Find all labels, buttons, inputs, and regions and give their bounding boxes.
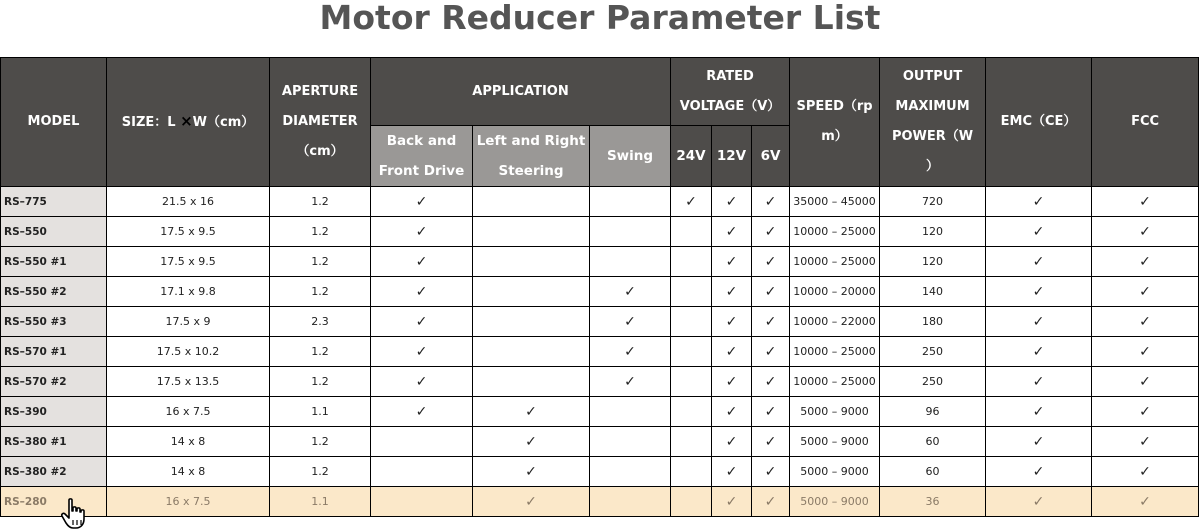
cell-left-right-steering: ✓ (473, 427, 590, 457)
header-swing: Swing (590, 126, 671, 187)
cell-back-front-drive: ✓ (371, 337, 473, 367)
header-size-prefix: SIZE：L (121, 115, 181, 130)
cell-size: 14 x 8 (107, 427, 270, 457)
cell-swing: ✓ (590, 277, 671, 307)
cell-left-right-steering (473, 307, 590, 337)
header-aperture-line1: APERTURE (281, 84, 359, 99)
cell-12v: ✓ (712, 217, 752, 247)
cell-6v: ✓ (752, 307, 790, 337)
header-speed (790, 58, 880, 187)
multiply-icon: × (180, 112, 193, 130)
cell-aperture: 2.3 (270, 307, 371, 337)
cell-aperture: 1.2 (270, 427, 371, 457)
cell-model: RS–550 (1, 217, 107, 247)
cell-12v: ✓ (712, 487, 752, 517)
cell-speed: 10000 – 25000 (790, 217, 880, 247)
cell-left-right-steering (473, 367, 590, 397)
cell-size: 16 x 7.5 (107, 397, 270, 427)
cell-24v (671, 487, 712, 517)
cell-left-right-steering: ✓ (473, 487, 590, 517)
cell-aperture: 1.2 (270, 187, 371, 217)
header-emc: EMC（CE） (986, 58, 1092, 187)
cell-6v: ✓ (752, 487, 790, 517)
cell-aperture: 1.2 (270, 277, 371, 307)
cell-24v (671, 277, 712, 307)
cell-aperture: 1.1 (270, 487, 371, 517)
cell-emc: ✓ (986, 187, 1092, 217)
cell-emc: ✓ (986, 457, 1092, 487)
cell-power: 60 (880, 427, 986, 457)
cell-aperture: 1.2 (270, 367, 371, 397)
cell-swing (590, 427, 671, 457)
cell-12v: ✓ (712, 427, 752, 457)
cell-fcc: ✓ (1092, 277, 1199, 307)
cell-speed: 5000 – 9000 (790, 457, 880, 487)
cell-size: 21.5 x 16 (107, 187, 270, 217)
header-left-right-steering (473, 126, 590, 187)
cell-back-front-drive: ✓ (371, 367, 473, 397)
header-size-suffix: W（cm） (192, 115, 255, 130)
header-aperture-line2: DIAMETER (282, 114, 358, 129)
cell-emc: ✓ (986, 367, 1092, 397)
table-body (1, 187, 1199, 517)
cell-aperture: 1.2 (270, 247, 371, 277)
cell-emc: ✓ (986, 277, 1092, 307)
cell-aperture: 1.1 (270, 397, 371, 427)
cell-size: 16 x 7.5 (107, 487, 270, 517)
cell-model: RS–570 #1 (1, 337, 107, 367)
cell-speed: 35000 – 45000 (790, 187, 880, 217)
cell-emc: ✓ (986, 307, 1092, 337)
cell-swing (590, 247, 671, 277)
cell-fcc: ✓ (1092, 397, 1199, 427)
cell-12v: ✓ (712, 307, 752, 337)
cell-model: RS–550 #1 (1, 247, 107, 277)
cell-6v: ✓ (752, 337, 790, 367)
cell-6v: ✓ (752, 247, 790, 277)
cell-speed: 5000 – 9000 (790, 427, 880, 457)
cell-power: 250 (880, 337, 986, 367)
header-size (107, 58, 270, 187)
header-aperture-line3: （cm） (296, 144, 344, 159)
table-row[interactable] (1, 187, 1199, 217)
header-output-line4: ） (926, 159, 940, 174)
cell-fcc: ✓ (1092, 337, 1199, 367)
cell-6v: ✓ (752, 427, 790, 457)
header-output-power (880, 58, 986, 187)
cell-swing (590, 217, 671, 247)
parameter-table (0, 57, 1199, 517)
cell-size: 17.5 x 9 (107, 307, 270, 337)
cell-model: RS–550 #3 (1, 307, 107, 337)
cell-size: 17.5 x 9.5 (107, 247, 270, 277)
cell-12v: ✓ (712, 457, 752, 487)
cell-size: 14 x 8 (107, 457, 270, 487)
cell-back-front-drive: ✓ (371, 397, 473, 427)
cell-12v: ✓ (712, 397, 752, 427)
header-fcc: FCC (1092, 58, 1199, 187)
cell-swing: ✓ (590, 307, 671, 337)
cell-speed: 10000 – 25000 (790, 247, 880, 277)
cell-power: 140 (880, 277, 986, 307)
cell-emc: ✓ (986, 487, 1092, 517)
cell-fcc: ✓ (1092, 307, 1199, 337)
cell-fcc: ✓ (1092, 457, 1199, 487)
cell-back-front-drive (371, 427, 473, 457)
header-aperture (270, 58, 371, 187)
header-output-line2: MAXIMUM (895, 99, 970, 114)
cell-24v (671, 397, 712, 427)
cell-power: 120 (880, 247, 986, 277)
cell-24v (671, 217, 712, 247)
cell-swing (590, 187, 671, 217)
table-row[interactable] (1, 427, 1199, 457)
cell-aperture: 1.2 (270, 217, 371, 247)
cell-12v: ✓ (712, 247, 752, 277)
cell-24v (671, 247, 712, 277)
cell-speed: 10000 – 25000 (790, 367, 880, 397)
header-lr-line2: Steering (498, 163, 564, 179)
cell-model: RS–775 (1, 187, 107, 217)
cell-size: 17.1 x 9.8 (107, 277, 270, 307)
cell-24v (671, 457, 712, 487)
cell-emc: ✓ (986, 337, 1092, 367)
cell-back-front-drive: ✓ (371, 307, 473, 337)
header-output-line3: POWER（W (891, 129, 974, 144)
cell-12v: ✓ (712, 277, 752, 307)
cell-size: 17.5 x 10.2 (107, 337, 270, 367)
cell-24v (671, 367, 712, 397)
cell-power: 720 (880, 187, 986, 217)
cell-swing (590, 457, 671, 487)
cell-left-right-steering: ✓ (473, 397, 590, 427)
cell-24v: ✓ (671, 187, 712, 217)
cell-6v: ✓ (752, 367, 790, 397)
cell-back-front-drive: ✓ (371, 217, 473, 247)
cell-model: RS–390 (1, 397, 107, 427)
cell-speed: 5000 – 9000 (790, 487, 880, 517)
cell-swing: ✓ (590, 337, 671, 367)
cell-speed: 5000 – 9000 (790, 397, 880, 427)
cell-left-right-steering (473, 187, 590, 217)
cell-model: RS–380 #1 (1, 427, 107, 457)
cell-left-right-steering (473, 337, 590, 367)
table-row[interactable] (1, 457, 1199, 487)
table-row[interactable] (1, 247, 1199, 277)
cell-speed: 10000 – 25000 (790, 337, 880, 367)
cell-back-front-drive: ✓ (371, 277, 473, 307)
cell-left-right-steering (473, 217, 590, 247)
cell-emc: ✓ (986, 397, 1092, 427)
cell-back-front-drive: ✓ (371, 247, 473, 277)
header-speed-line1: SPEED（rp (796, 99, 873, 114)
cell-power: 96 (880, 397, 986, 427)
header-24v: 24V (671, 126, 712, 187)
cell-6v: ✓ (752, 187, 790, 217)
cell-left-right-steering (473, 247, 590, 277)
table-row-highlighted[interactable] (1, 487, 1199, 517)
cell-fcc: ✓ (1092, 367, 1199, 397)
cell-power: 120 (880, 217, 986, 247)
table-row[interactable] (1, 277, 1199, 307)
hand-pointer-icon (60, 497, 90, 530)
cell-fcc: ✓ (1092, 427, 1199, 457)
table-row[interactable] (1, 337, 1199, 367)
cell-fcc: ✓ (1092, 187, 1199, 217)
cell-power: 180 (880, 307, 986, 337)
cell-fcc: ✓ (1092, 247, 1199, 277)
header-6v: 6V (752, 126, 790, 187)
header-output-line1: OUTPUT (902, 69, 963, 84)
cell-size: 17.5 x 13.5 (107, 367, 270, 397)
header-application: APPLICATION (371, 58, 671, 126)
cell-6v: ✓ (752, 277, 790, 307)
header-rated-line2: VOLTAGE（V） (679, 98, 781, 114)
cell-swing: ✓ (590, 367, 671, 397)
cell-emc: ✓ (986, 247, 1092, 277)
cell-back-front-drive (371, 457, 473, 487)
cell-24v (671, 337, 712, 367)
cell-6v: ✓ (752, 217, 790, 247)
cell-back-front-drive: ✓ (371, 187, 473, 217)
cell-model: RS–550 #2 (1, 277, 107, 307)
header-back-front-drive (371, 126, 473, 187)
cell-24v (671, 307, 712, 337)
cell-left-right-steering: ✓ (473, 457, 590, 487)
cell-24v (671, 427, 712, 457)
cell-power: 36 (880, 487, 986, 517)
cell-emc: ✓ (986, 217, 1092, 247)
cell-6v: ✓ (752, 457, 790, 487)
cell-fcc: ✓ (1092, 487, 1199, 517)
table-row[interactable] (1, 217, 1199, 247)
cell-power: 250 (880, 367, 986, 397)
cell-emc: ✓ (986, 427, 1092, 457)
header-rated-line1: RATED (706, 68, 754, 84)
header-lr-line1: Left and Right (476, 133, 586, 149)
table-row[interactable] (1, 397, 1199, 427)
cell-swing (590, 397, 671, 427)
cell-model: RS–570 #2 (1, 367, 107, 397)
cell-aperture: 1.2 (270, 337, 371, 367)
cell-12v: ✓ (712, 337, 752, 367)
header-12v: 12V (712, 126, 752, 187)
cell-back-front-drive (371, 487, 473, 517)
cell-speed: 10000 – 22000 (790, 307, 880, 337)
header-rated-voltage (671, 58, 790, 126)
cell-model: RS–380 #2 (1, 457, 107, 487)
cell-12v: ✓ (712, 187, 752, 217)
header-bf-line1: Back and (386, 133, 457, 149)
cell-power: 60 (880, 457, 986, 487)
cell-fcc: ✓ (1092, 217, 1199, 247)
header-model: MODEL (1, 58, 107, 187)
table-row[interactable] (1, 307, 1199, 337)
cell-speed: 10000 – 20000 (790, 277, 880, 307)
header-bf-line2: Front Drive (378, 163, 465, 179)
cell-swing (590, 487, 671, 517)
cell-12v: ✓ (712, 367, 752, 397)
cell-6v: ✓ (752, 397, 790, 427)
cell-model: RS–280 (1, 487, 107, 517)
page-title: Motor Reducer Parameter List (319, 0, 881, 37)
header-speed-line2: m） (821, 129, 848, 144)
cell-aperture: 1.2 (270, 457, 371, 487)
cell-size: 17.5 x 9.5 (107, 217, 270, 247)
cell-left-right-steering (473, 277, 590, 307)
table-row[interactable] (1, 367, 1199, 397)
